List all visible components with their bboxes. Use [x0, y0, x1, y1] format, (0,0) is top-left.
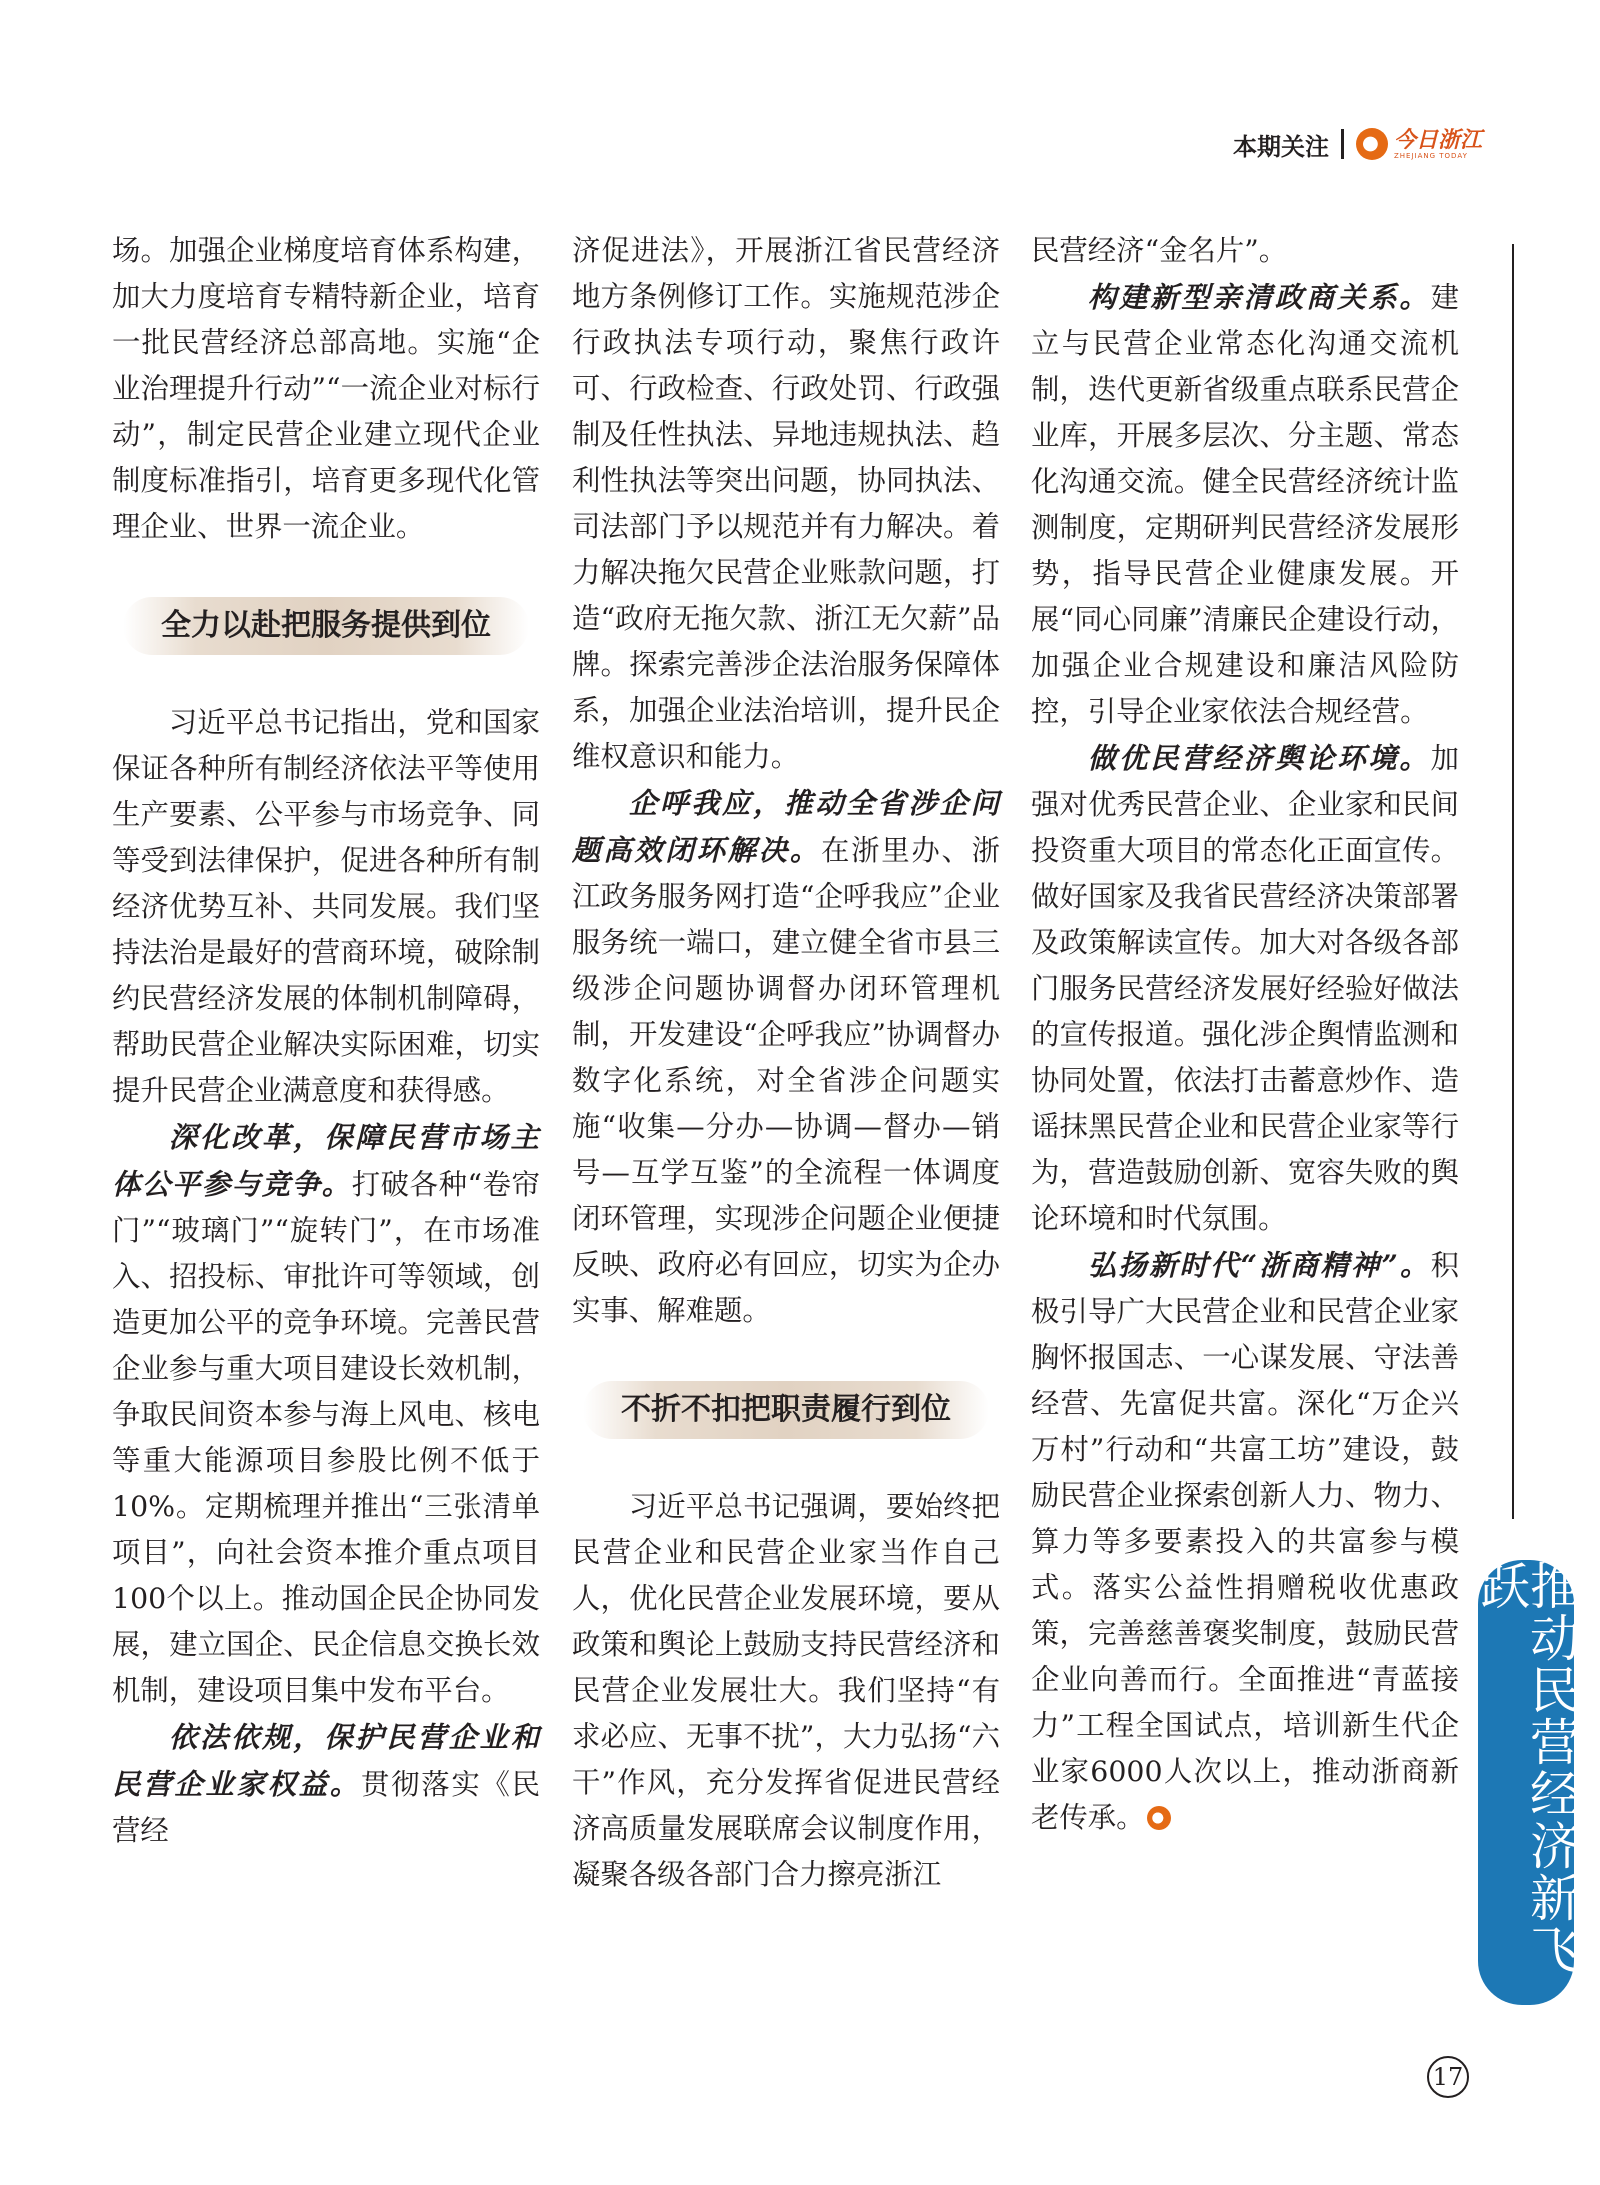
logo-subtext: ZHEJIANG TODAY	[1393, 151, 1468, 160]
paragraph: 做优民营经济舆论环境。加强对优秀民营企业、企业家和民间投资重大项目的常态化正面宣传。做好国家及我省民营经济决策部署及政策解读宣传。加大对各级各部门服务民营经济发展好经验好做法的宣传报道。强化涉企舆情监测和协同处置，依法打击蓄意炒作、造谣抹黑民营企业和民营企业家等行为，营造鼓励创新、宽容失败的舆论环境和时代氛围。	[1031, 741, 1459, 1235]
section-heading-service: 全力以赴把服务提供到位	[123, 597, 529, 655]
article-column-2	[572, 228, 1000, 1898]
paragraph: 依法依规，保护民营企业和民营企业家权益。贯彻落实《民营经	[112, 1720, 540, 1847]
header-divider	[1341, 129, 1344, 159]
paragraph: 济促进法》，开展浙江省民营经济地方条例修订工作。实施规范涉企行政执法专项行动，聚焦行政许可、行政检查、行政处罚、行政强制及任性执法、异地违规执法、趋利性执法等突出问题，协同执法、司法部门予以规范并有力解决。着力解决拖欠民营企业账款问题，打造“政府无拖欠款、浙江无欠薪”品牌。探索完善涉企法治服务保障体系，加强企业法治培训，提升民企维权意识和能力。	[572, 234, 1000, 773]
paragraph: 企呼我应，推动全省涉企问题高效闭环解决。在浙里办、浙江政务服务网打造“企呼我应”企业服务统一端口，建立健全省市县三级涉企问题协调督办闭环管理机制，开发建设“企呼我应”协调督办数字化系统，对全省涉企问题实施“收集—分办—协调—督办—销号—互学互鉴”的全流程一体调度闭环管理，实现涉企问题企业便捷反映、政府必有回应，切实为企办实事、解难题。	[572, 786, 1000, 1327]
end-mark-icon	[1147, 1806, 1171, 1830]
paragraph: 民营经济“金名片”。	[1031, 234, 1288, 267]
paragraph: 构建新型亲清政商关系。建立与民营企业常态化沟通交流机制，迭代更新省级重点联系民营企业库，开展多层次、分主题、常态化沟通交流。健全民营经济统计监测制度，定期研判民营经济发展形势，指导民营企业健康发展。开展“同心同廉”清廉民企建设行动，加强企业合规建设和廉洁风险防控，引导企业家依法合规经营。	[1031, 280, 1459, 728]
side-tab-title: 推动民营经济新飞跃	[1472, 1560, 1580, 1976]
section-label: 本期关注	[1232, 132, 1329, 161]
article-column-1	[112, 228, 540, 1854]
page-header	[1233, 118, 1482, 170]
paragraph-lead: 依法依规，保护民营企业和民营企业家权益。	[112, 1720, 540, 1801]
logo-icon	[1356, 128, 1388, 160]
paragraph-lead: 做优民营经济舆论环境。	[1087, 741, 1431, 775]
section-heading-duty: 不折不扣把职责履行到位	[583, 1381, 989, 1439]
paragraph-lead: 企呼我应，推动全省涉企问题高效闭环解决。	[572, 786, 1000, 867]
paragraph-lead: 弘扬新时代“浙商精神”。	[1087, 1248, 1431, 1282]
side-tab	[1472, 1560, 1580, 2005]
logo-text: 今日浙江	[1393, 126, 1482, 153]
column-rule	[1512, 244, 1514, 1519]
paragraph: 习近平总书记强调，要始终把民营企业和民营企业家当作自己人，优化民营企业发展环境，要从政策和舆论上鼓励支持民营经济和民营企业发展壮大。我们坚持“有求必应、无事不扰”，大力弘扬“六干”作风，充分发挥省促进民营经济高质量发展联席会议制度作用，凝聚各级各部门合力擦亮浙江	[572, 1490, 1000, 1891]
paragraph: 深化改革，保障民营市场主体公平参与竞争。打破各种“卷帘门”“玻璃门”“旋转门”，在市场准入、招投标、审批许可等领域，创造更加公平的竞争环境。完善民营企业参与重大项目建设长效机制，争取民间资本参与海上风电、核电等重大能源项目参股比例不低于10%。定期梳理并推出“三张清单项目”，向社会资本推介重点项目100个以上。推动国企民企协同发展，建立国企、民企信息交换长效机制，建设项目集中发布平台。	[112, 1120, 540, 1707]
paragraph: 习近平总书记指出，党和国家保证各种所有制经济依法平等使用生产要素、公平参与市场竞争、同等受到法律保护，促进各种所有制经济优势互补、共同发展。我们坚持法治是最好的营商环境，破除制约民营经济发展的体制机制障碍，帮助民营企业解决实际困难，切实提升民营企业满意度和获得感。	[112, 706, 540, 1107]
paragraph-lead: 构建新型亲清政商关系。	[1087, 280, 1431, 314]
paragraph: 场。加强企业梯度培育体系构建，加大力度培育专精特新企业，培育一批民营经济总部高地。实施“企业治理提升行动”“一流企业对标行动”，制定民营企业建立现代企业制度标准指引，培育更多现代化管理企业、世界一流企业。	[112, 234, 540, 543]
article-column-3	[1031, 228, 1459, 1841]
paragraph-lead: 深化改革，保障民营市场主体公平参与竞争。	[112, 1120, 540, 1201]
page-number: 17	[1427, 2056, 1469, 2098]
magazine-logo	[1356, 128, 1482, 160]
paragraph: 弘扬新时代“浙商精神”。积极引导广大民营企业和民营企业家胸怀报国志、一心谋发展、守法善经营、先富促共富。深化“万企兴万村”行动和“共富工坊”建设，鼓励民营企业探索创新人力、物力、算力等多要素投入的共富参与模式。落实公益性捐赠税收优惠政策，完善慈善褒奖制度，鼓励民营企业向善而行。全面推进“青蓝接力”工程全国试点，培训新生代企业家6000人次以上，推动浙商新老传承。	[1031, 1248, 1459, 1834]
